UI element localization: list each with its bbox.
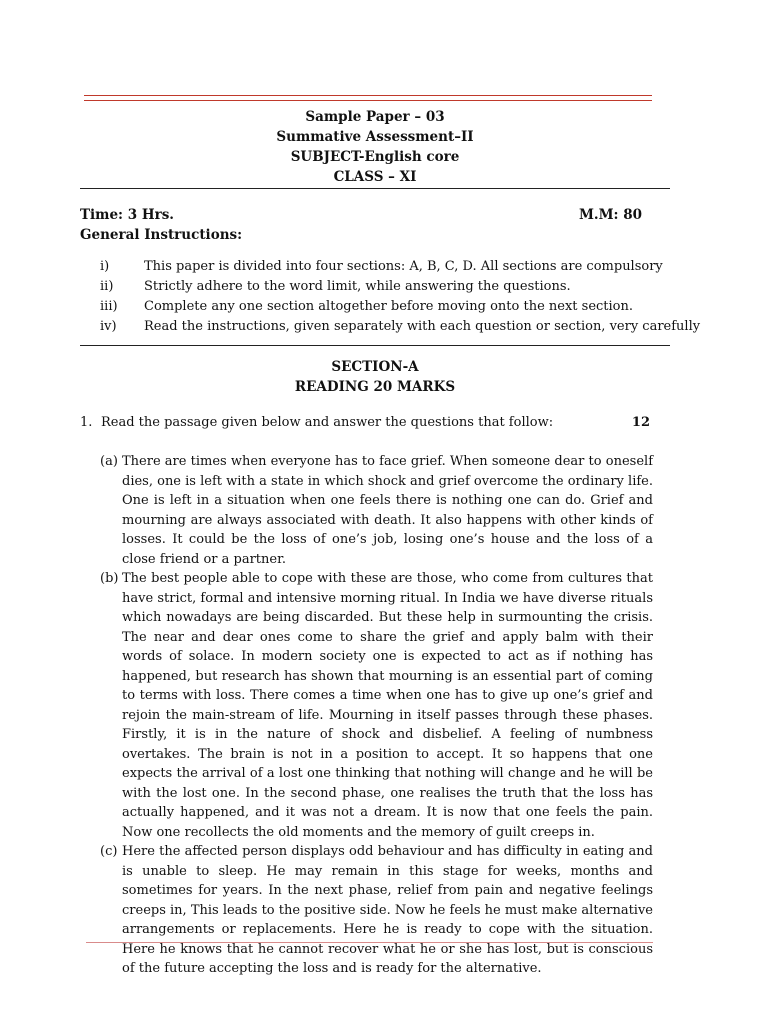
time-marks-row bbox=[80, 207, 642, 223]
instructions-list bbox=[100, 257, 700, 337]
paper-title-block bbox=[80, 107, 670, 187]
paragraph-text: Here the affected person displays odd behaviour and has difficulty in eating and is unable to sleep. He may remain in this stage for weeks, months and sometimes for years. In the next phase, relief from pain and negative feelings creeps in, This leads to the positive side. Now he feels he must make alternative arrangements or replacements. Here he is ready to cope with the situation. Here he knows that he cannot recover what he or she has lost, but is conscious of the future accepting the loss and is ready for the alternative. bbox=[122, 844, 653, 976]
instruction-text: Strictly adhere to the word limit, while answering the questions. bbox=[144, 279, 571, 294]
assessment-title: Summative Assessment–II bbox=[276, 129, 474, 145]
header-double-rule bbox=[84, 95, 652, 101]
paragraph-text: There are times when everyone has to face grief. When someone dear to oneself dies, one is left with a state in which shock and grief overcome the ordinary life. One is left in a situation when one feels there is nothing one can do. Grief and mourning are always associated with death. It also happens with other kinds of losses. It could be the loss of one’s job, losing one’s house and the loss of a close friend or a partner. bbox=[122, 454, 653, 567]
instruction-text: This paper is divided into four sections: A, B, C, D. All sections are compulsory bbox=[144, 259, 663, 274]
instruction-number: iii) bbox=[100, 299, 118, 314]
general-instructions-heading: General Instructions: bbox=[80, 227, 243, 243]
question-marks: 12 bbox=[631, 415, 650, 430]
paragraph-label: (b) bbox=[100, 571, 119, 586]
passage-paragraph bbox=[100, 452, 653, 569]
section-subtitle: READING 20 MARKS bbox=[294, 379, 456, 395]
paper-title: Sample Paper – 03 bbox=[305, 109, 445, 125]
paragraph-label: (c) bbox=[100, 844, 118, 859]
question-text: Read the passage given below and answer the questions that follow: bbox=[101, 415, 554, 430]
instruction-item bbox=[100, 297, 700, 317]
class-title: CLASS – XI bbox=[333, 169, 417, 185]
instruction-number: i) bbox=[100, 259, 110, 274]
question-number: 1. bbox=[80, 415, 93, 430]
footer-rule bbox=[86, 942, 653, 943]
instruction-number: iv) bbox=[100, 319, 117, 334]
paragraph-label: (a) bbox=[100, 454, 118, 469]
instruction-item bbox=[100, 277, 700, 297]
instruction-item bbox=[100, 257, 700, 277]
max-marks-label: M.M: 80 bbox=[578, 207, 642, 223]
time-label: Time: 3 Hrs. bbox=[80, 207, 174, 223]
section-title: SECTION-A bbox=[331, 359, 419, 375]
instruction-text: Complete any one section altogether before moving onto the next section. bbox=[144, 299, 634, 314]
subject-title: SUBJECT-English core bbox=[290, 149, 460, 165]
passage-paragraph bbox=[100, 842, 653, 979]
passage-paragraph bbox=[100, 569, 653, 842]
section-heading bbox=[80, 357, 670, 397]
divider-rule bbox=[80, 188, 670, 189]
instruction-number: ii) bbox=[100, 279, 114, 294]
divider-rule bbox=[80, 345, 670, 346]
paragraph-text: The best people able to cope with these are those, who come from cultures that have strict, formal and intensive morning ritual. In India we have diverse rituals which nowadays are being discarded. But these help in surmounting the crisis. The near and dear ones come to share the grief and apply balm with their words of solace. In modern society one is expected to act as if nothing has happened, but research has shown that mourning is an essential part of coming to terms with loss. There comes a time when one has to give up one’s grief and rejoin the main-stream of life. Mourning in itself passes through these phases. Firstly, it is in the nature of shock and disbelief. A feeling of numbness overtakes. The brain is not in a position to accept. It so happens that one expects the arrival of a lost one thinking that nothing will change and he will be with the lost one. In the second phase, one realises the truth that the loss has actually happened, and it was not a dream. It is now that one feels the pain. Now one recollects the old moments and the memory of guilt creeps in. bbox=[122, 571, 653, 840]
instruction-text: Read the instructions, given separately with each question or section, very carefully bbox=[144, 319, 701, 334]
instruction-item bbox=[100, 317, 700, 337]
reading-passage bbox=[100, 452, 653, 979]
